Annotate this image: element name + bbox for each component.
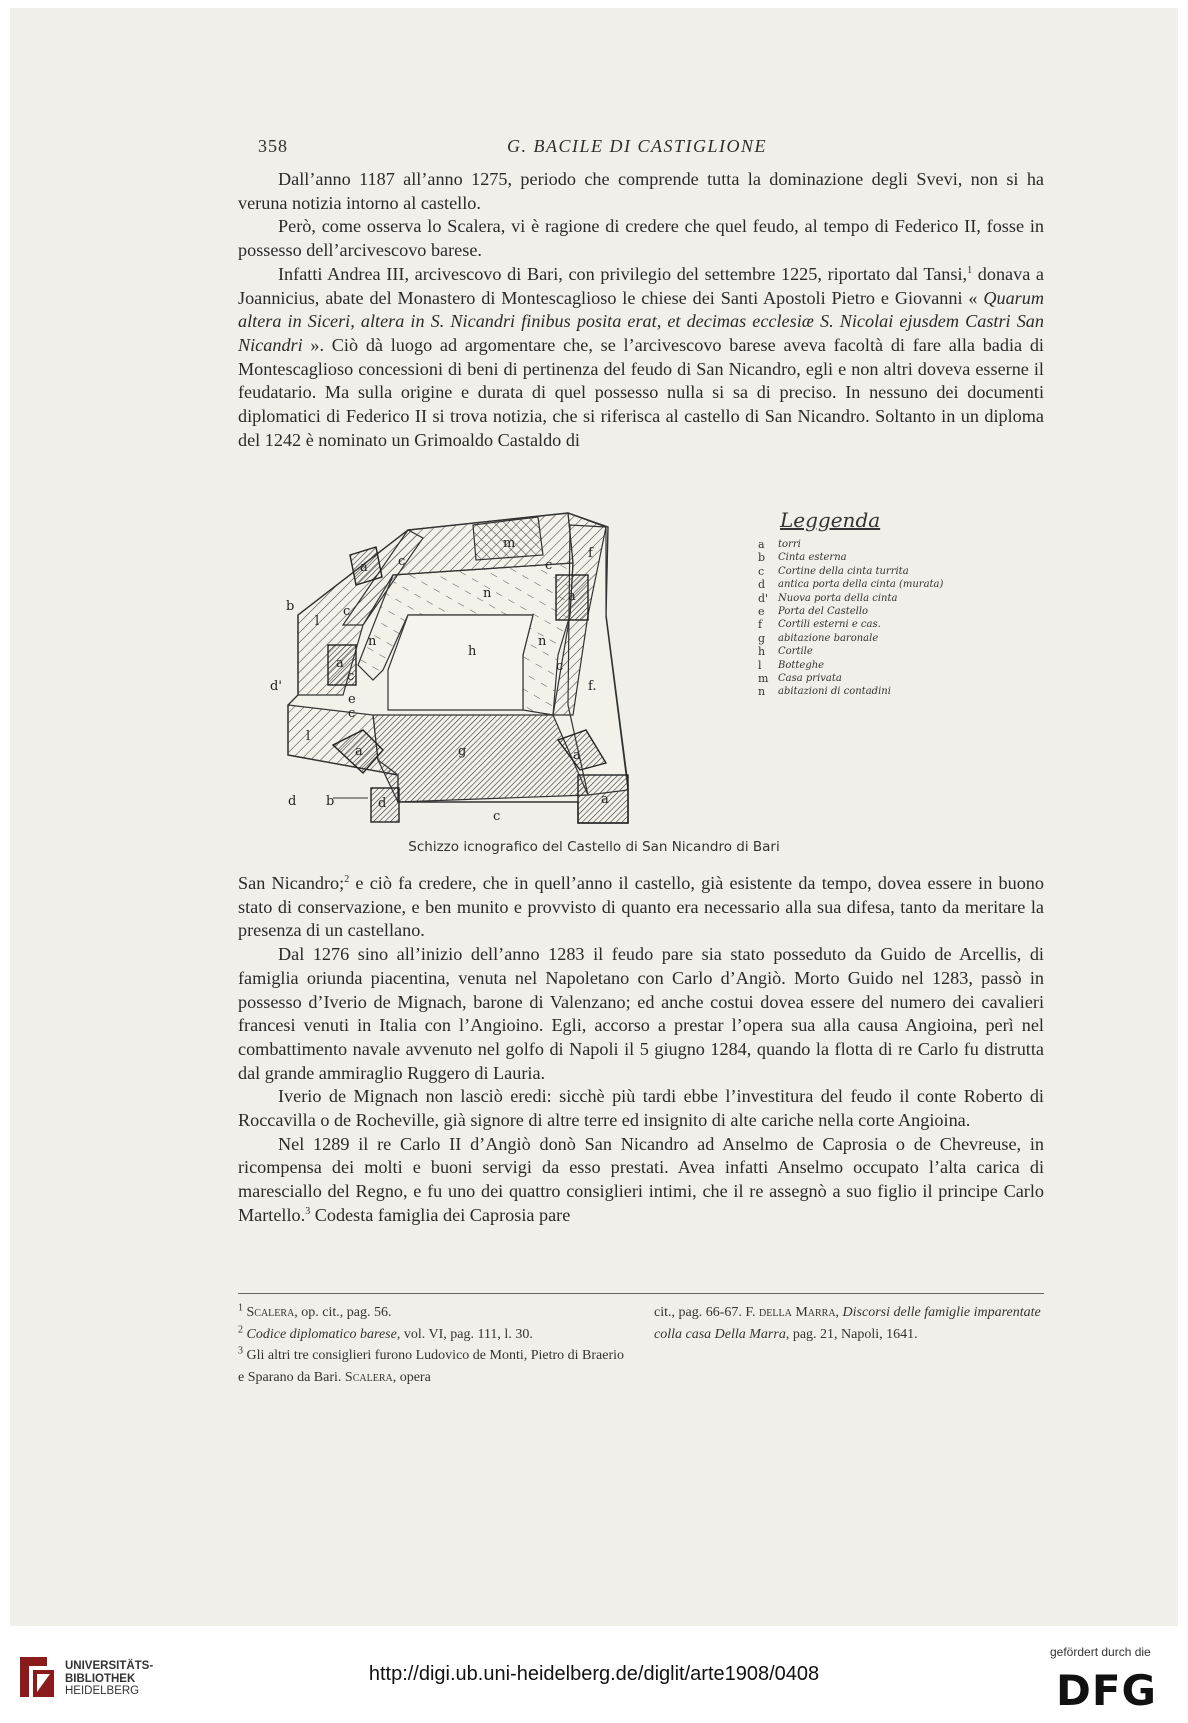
page-number: 358 bbox=[258, 136, 288, 156]
legend-item: d' Nuova porta della cinta bbox=[758, 591, 898, 605]
legend-item: e Porta del Castello bbox=[758, 605, 869, 619]
label-b: b bbox=[286, 599, 295, 614]
dfg-logo[interactable]: DFG bbox=[1056, 1666, 1158, 1715]
footnote: $^3$ Gli altri tre consiglieri furono Ludovico de Monti, Pietro di Braerio e Sparano da Bari. Scalera, opera bbox=[238, 1345, 625, 1386]
label-d-prime: d' bbox=[270, 679, 282, 694]
paragraph: Dall’anno 1187 all’anno 1275, periodo che comprende tutta la dominazione degli Svevi, non si ha veruna notizia intorno al castello. bbox=[238, 169, 1044, 213]
legend-item: n abitazioni di contadini bbox=[758, 685, 891, 699]
footnotes-left bbox=[238, 1302, 630, 1389]
legend-item: l Botteghe bbox=[758, 658, 825, 672]
label-g: g bbox=[458, 744, 467, 759]
footnotes-right bbox=[654, 1302, 1046, 1345]
courtyard-h bbox=[388, 615, 533, 710]
paragraph: San Nicandro;$^2$ e ciò fa credere, che in quell’anno il castello, già esistente da tempo, dovea essere in buono stato di conservazione, e ben munito e provvisto di quanto era necessario alla sua difesa, tanto da meritare la presenza di un castellano. bbox=[238, 873, 1044, 941]
legend-item: c Cortine della cinta turrita bbox=[758, 564, 909, 578]
legend-item: h Cortile bbox=[758, 645, 813, 659]
paragraph: Però, come osserva lo Scalera, vi è ragione di credere che quel feudo, al tempo di Federico II, fosse in possesso dell’arcivescovo barese. bbox=[238, 216, 1044, 261]
paragraph: Infatti Andrea III, arcivescovo di Bari, con privilegio del settembre 1225, riportato dal Tansi,$^1$ donava a Joannicius, abate del Monastero di Montescaglioso le chiese dei Santi Apostoli Pietro e Giovanni « Quarum altera in Siceri, altera in S. Nicandri finibus posita erat, et decimas ecclesiæ S. Nicolai ejusdem Castri San Nicandri ». Ciò dà luogo ad argomentare che, se l’arcivescovo barese aveva facoltà di fare alla badia di Montescaglioso concessioni di beni di pertinenza del feudo di San Nicandro, egli e non altri doveva esserne il feudatario. Ma sulla origine e durata di quel possesso nulla si sa di preciso. In nessuno dei documenti diplomatici di Federico II si trova notizia, che si riferisca al castello di San Nicandro. Soltanto in un diploma del 1242 è nominato un Grimoaldo Castaldo di bbox=[238, 263, 1044, 450]
body-text-top bbox=[238, 168, 1044, 452]
castle-plan-diagram bbox=[270, 505, 698, 828]
label-a: a bbox=[601, 792, 609, 807]
running-title: G. BACILE DI CASTIGLIONE bbox=[507, 136, 767, 156]
label-a: a bbox=[336, 656, 344, 671]
label-a: a bbox=[355, 744, 363, 759]
label-d: d bbox=[378, 796, 387, 811]
label-l: l bbox=[315, 614, 320, 629]
legend-item: a torri bbox=[758, 538, 801, 551]
footnote-ref: 2 bbox=[344, 873, 350, 885]
label-d: d bbox=[288, 794, 297, 809]
label-c: c bbox=[398, 554, 406, 569]
legend-item: m Casa privata bbox=[758, 672, 842, 686]
label-a: a bbox=[360, 560, 368, 575]
label-l: l bbox=[306, 729, 311, 744]
library-name[interactable]: UNIVERSITÄTS- BIBLIOTHEK HEIDELBERG bbox=[65, 1660, 154, 1697]
label-c: c bbox=[348, 706, 356, 721]
label-h: h bbox=[468, 644, 477, 659]
diagram-legend bbox=[758, 508, 958, 699]
label-m: m bbox=[503, 536, 516, 551]
figure-caption: Schizzo icnografico del Castello di San Nicandro di Bari bbox=[408, 839, 780, 855]
paragraph: Iverio de Mignach non lasciò eredi: sicchè più tardi ebbe l’investitura del feudo il conte Roberto di Roccavilla o de Rocheville, già signore di altre terre ed insignito di alte cariche nella corte Angioina. bbox=[238, 1086, 1044, 1131]
footnote: $^1$ Scalera, op. cit., pag. 56. bbox=[238, 1302, 392, 1320]
body-text-bottom bbox=[238, 872, 1044, 1228]
legend-title: Leggenda bbox=[780, 508, 881, 532]
label-f: f bbox=[588, 546, 593, 561]
permalink-url[interactable]: http://digi.ub.uni-heidelberg.de/diglit/arte1908/0408 bbox=[368, 1663, 820, 1685]
label-b: b bbox=[326, 794, 335, 809]
latin-quote: Quarum altera in Siceri, altera in S. Nicandri finibus posita erat, et decimas ecclesiæ S. Nicolai ejusdem Castri San Nicandri bbox=[238, 287, 1044, 355]
paragraph: Dal 1276 sino all’inizio dell’anno 1283 il feudo pare sia stato posseduto da Guido de Arcellis, di famiglia oriunda piacentina, venuta nel Napoletano con Carlo d’Angiò. Morto Guido nel 1283, passò in possesso d’Iverio de Mignach, barone di Valenzano; ed anche costui dovea essere del numero dei cavalieri francesi venuti in Italia con l’Angioino. Egli, accorso a prestar l’opera sua alla causa Angioina, perì nel combattimento navale avvenuto nel golfo di Napoli il 5 giugno 1284, quando la flotta di re Carlo fu distrutta dal grande ammiraglio Ruggero di Lauria. bbox=[238, 944, 1044, 1083]
footnote-ref: 3 bbox=[305, 1205, 311, 1217]
footnote-ref: 1 bbox=[967, 264, 973, 276]
funding-note: gefördert durch die bbox=[1050, 1645, 1151, 1659]
label-c: c bbox=[347, 669, 355, 684]
label-f-dot: f. bbox=[588, 679, 597, 694]
label-c: c bbox=[545, 558, 553, 573]
legend-item: d antica porta della cinta (murata) bbox=[758, 578, 944, 592]
legend-item: g abitazione baronale bbox=[758, 631, 879, 645]
footnote-rule bbox=[238, 1293, 1044, 1294]
label-a: a bbox=[568, 589, 576, 604]
label-c: c bbox=[343, 604, 351, 619]
paragraph: Nel 1289 il re Carlo II d’Angiò donò San Nicandro ad Anselmo de Caprosia o de Chevreuse, in ricompensa dei molti e buoni servigi da esso prestati. Avea infatti Anselmo occupato l’alta carica di maresciallo del Regno, e fu uno dei quattro consiglieri intimi, che il re assegnò a suo figlio il principe Carlo Martello.$^3$ Codesta famiglia dei Caprosia pare bbox=[238, 1133, 1044, 1225]
legend-item: b Cinta esterna bbox=[758, 551, 847, 565]
label-c: c bbox=[493, 809, 501, 824]
label-n: n bbox=[368, 634, 377, 649]
label-e: e bbox=[348, 692, 356, 707]
legend-item: f Cortili esterni e cas. bbox=[758, 618, 881, 632]
footnote: $^2$ Codice diplomatico barese, vol. VI, pag. 111, l. 30. bbox=[238, 1324, 533, 1342]
footnote-continuation: cit., pag. 66-67. F. della Marra, Discorsi delle famiglie imparentate colla casa Della Marra, pag. 21, Napoli, 1641. bbox=[654, 1305, 1041, 1342]
label-n: n bbox=[538, 634, 547, 649]
label-c: c bbox=[556, 659, 564, 674]
residence-g bbox=[373, 715, 588, 802]
label-n: n bbox=[483, 586, 492, 601]
label-a: a bbox=[573, 748, 581, 763]
